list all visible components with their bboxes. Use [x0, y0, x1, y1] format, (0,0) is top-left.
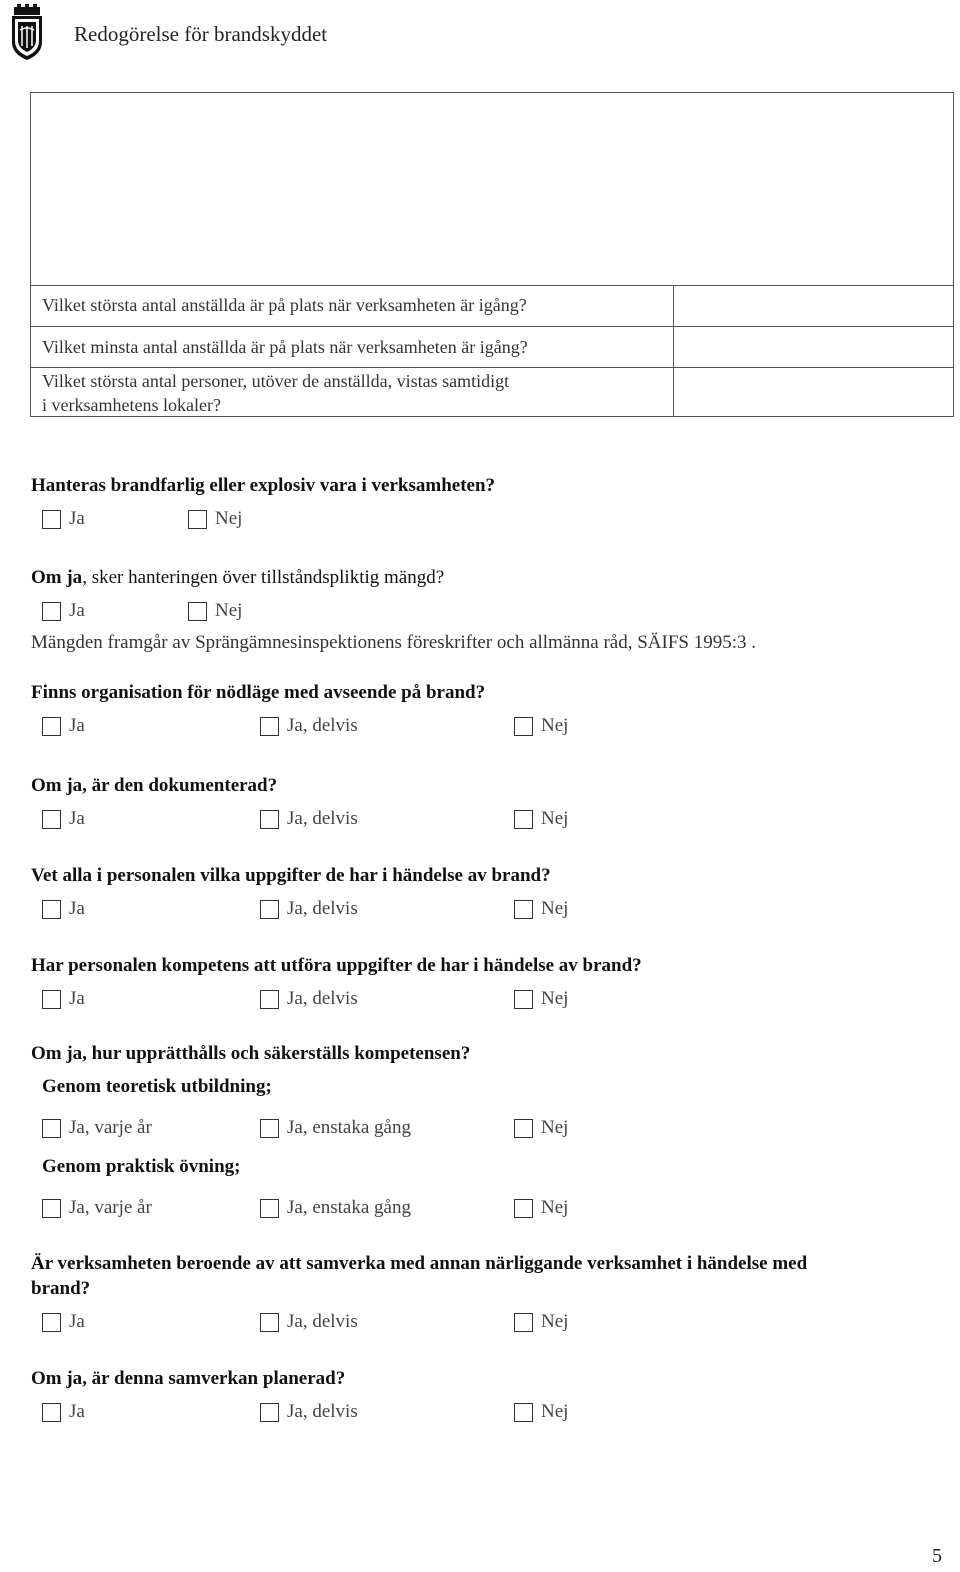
checkbox[interactable] [260, 900, 279, 919]
checkbox[interactable] [188, 510, 207, 529]
question-permit-quantity [31, 567, 444, 589]
option-ja-enstaka-gang[interactable] [260, 1116, 411, 1140]
option-ja-enstaka-gang[interactable] [260, 1196, 411, 1220]
option-label: Nej [541, 898, 569, 919]
checkbox[interactable] [514, 900, 533, 919]
option-ja[interactable] [42, 714, 85, 738]
checkbox[interactable] [42, 810, 61, 829]
option-label: Ja, varje år [69, 1117, 152, 1138]
question-staff-competence: Har personalen kompetens att utföra uppgifter de har i händelse av brand? [31, 955, 642, 976]
checkbox[interactable] [42, 990, 61, 1009]
option-label: Nej [541, 988, 569, 1009]
option-label: Ja [69, 508, 85, 529]
document-title: Redogörelse för brandskyddet [74, 22, 328, 46]
regulation-note: Mängden framgår av Sprängämnesinspektionens föreskrifter och allmänna råd, SÄIFS 1995:3 . [31, 632, 756, 653]
table-row-label: Vilket största antal anställda är på plats när verksamheten är igång? [42, 295, 527, 315]
option-ja-delvis[interactable] [260, 897, 358, 921]
option-label: Nej [541, 1117, 569, 1138]
option-nej[interactable] [188, 507, 242, 531]
option-ja-varje-ar[interactable] [42, 1116, 152, 1140]
checkbox[interactable] [260, 1119, 279, 1138]
option-nej[interactable] [514, 807, 568, 831]
checkbox[interactable] [42, 900, 61, 919]
checkbox[interactable] [260, 810, 279, 829]
option-ja-delvis[interactable] [260, 807, 358, 831]
option-ja[interactable] [42, 807, 85, 831]
checkbox[interactable] [514, 1119, 533, 1138]
checkbox[interactable] [514, 1403, 533, 1422]
checkbox[interactable] [514, 990, 533, 1009]
question-staff-duties: Vet alla i personalen vilka uppgifter de har i händelse av brand? [31, 865, 551, 886]
checkbox[interactable] [42, 1403, 61, 1422]
checkbox[interactable] [42, 510, 61, 529]
option-label: Ja, delvis [287, 1311, 358, 1332]
option-label: Ja [69, 988, 85, 1009]
option-nej[interactable] [514, 1116, 568, 1140]
option-ja[interactable] [42, 897, 85, 921]
checkbox[interactable] [514, 810, 533, 829]
option-nej[interactable] [188, 599, 242, 623]
option-label: Nej [541, 1311, 569, 1332]
option-label: Nej [541, 715, 569, 736]
option-ja-delvis[interactable] [260, 987, 358, 1011]
question-cooperation-planned: Om ja, är denna samverkan planerad? [31, 1368, 346, 1389]
option-label: Ja [69, 1311, 85, 1332]
option-label: Ja, delvis [287, 1401, 358, 1422]
table-row-label: i verksamhetens lokaler? [42, 395, 221, 415]
option-label: Nej [215, 600, 243, 621]
municipal-coat-of-arms-icon [4, 4, 50, 62]
option-label: Ja, delvis [287, 988, 358, 1009]
table-divider [31, 285, 953, 286]
option-ja-delvis[interactable] [260, 1400, 358, 1424]
option-ja[interactable] [42, 507, 85, 531]
option-label: Ja [69, 898, 85, 919]
question-competence-maintenance: Om ja, hur upprätthålls och säkerställs kompetensen? [31, 1043, 471, 1064]
table-answer-divider [673, 285, 674, 416]
question-flammable-goods: Hanteras brandfarlig eller explosiv vara i verksamheten? [31, 475, 496, 496]
question-text: , sker hanteringen över tillståndspliktig mängd? [82, 567, 445, 588]
option-ja-delvis[interactable] [260, 714, 358, 738]
option-label: Ja, enstaka gång [287, 1197, 411, 1218]
option-label: Ja [69, 600, 85, 621]
checkbox[interactable] [188, 602, 207, 621]
option-label: Nej [541, 808, 569, 829]
staffing-table [30, 92, 954, 417]
option-label: Ja, delvis [287, 808, 358, 829]
table-row-label: Vilket minsta antal anställda är på plats när verksamheten är igång? [42, 337, 528, 357]
option-ja-varje-ar[interactable] [42, 1196, 152, 1220]
checkbox[interactable] [514, 717, 533, 736]
option-nej[interactable] [514, 1310, 568, 1334]
checkbox[interactable] [260, 1199, 279, 1218]
checkbox[interactable] [260, 1313, 279, 1332]
checkbox[interactable] [260, 1403, 279, 1422]
question-cooperation-line2: brand? [31, 1278, 91, 1299]
option-label: Ja [69, 715, 85, 736]
option-nej[interactable] [514, 1196, 568, 1220]
option-ja[interactable] [42, 1400, 85, 1424]
option-label: Ja, delvis [287, 715, 358, 736]
option-ja-delvis[interactable] [260, 1310, 358, 1334]
subquestion-practical-exercise: Genom praktisk övning; [42, 1156, 241, 1177]
checkbox[interactable] [42, 1199, 61, 1218]
checkbox[interactable] [260, 990, 279, 1009]
checkbox[interactable] [514, 1199, 533, 1218]
option-label: Ja [69, 808, 85, 829]
page-number: 5 [932, 1545, 942, 1567]
checkbox[interactable] [260, 717, 279, 736]
option-nej[interactable] [514, 897, 568, 921]
checkbox[interactable] [42, 1119, 61, 1138]
option-ja[interactable] [42, 987, 85, 1011]
option-label: Ja, delvis [287, 898, 358, 919]
question-emergency-organisation: Finns organisation för nödläge med avseende på brand? [31, 682, 486, 703]
option-label: Ja [69, 1401, 85, 1422]
checkbox[interactable] [42, 717, 61, 736]
checkbox[interactable] [42, 602, 61, 621]
option-ja[interactable] [42, 599, 85, 623]
option-nej[interactable] [514, 987, 568, 1011]
table-divider [31, 326, 953, 327]
checkbox[interactable] [42, 1313, 61, 1332]
option-nej[interactable] [514, 1400, 568, 1424]
question-documented: Om ja, är den dokumenterad? [31, 775, 278, 796]
checkbox[interactable] [514, 1313, 533, 1332]
option-nej[interactable] [514, 714, 568, 738]
option-label: Ja, enstaka gång [287, 1117, 411, 1138]
question-prefix: Om ja [31, 567, 83, 588]
option-label: Nej [541, 1401, 569, 1422]
subquestion-theoretical-training: Genom teoretisk utbildning; [42, 1076, 272, 1097]
option-label: Ja, varje år [69, 1197, 152, 1218]
option-ja[interactable] [42, 1310, 85, 1334]
table-row-label: Vilket största antal personer, utöver de anställda, vistas samtidigt [42, 371, 510, 391]
question-cooperation-line1: Är verksamheten beroende av att samverka med annan närliggande verksamhet i händelse med [31, 1253, 808, 1274]
table-divider [31, 367, 953, 368]
option-label: Nej [215, 508, 243, 529]
option-label: Nej [541, 1197, 569, 1218]
